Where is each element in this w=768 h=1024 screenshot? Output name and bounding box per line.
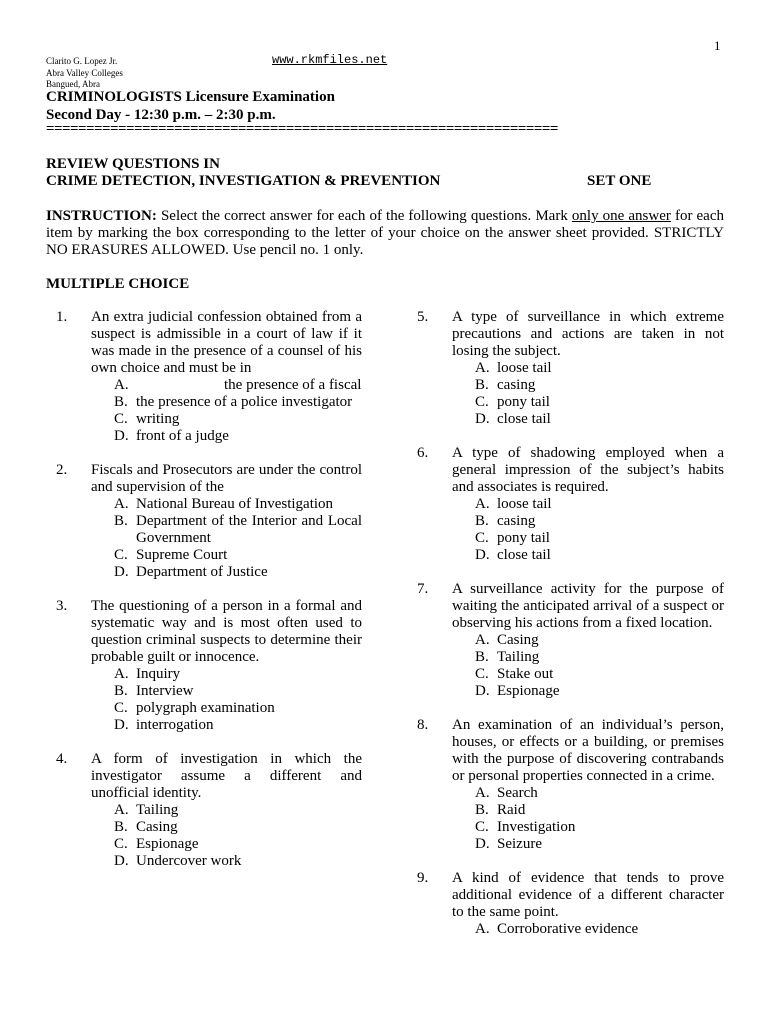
website-link[interactable]: www.rkmfiles.net xyxy=(272,53,388,67)
instruction-text-after: for each item by marking the box corresponding to the letter of your choice on the answer sheet provided. STRICTLY NO ERASURES ALLOWED. Use pencil no. 1 only. xyxy=(46,208,724,258)
author-name: Clarito G. Lopez Jr. xyxy=(46,56,118,66)
question-text: Fiscals and Prosecutors are under the control and supervision of the xyxy=(91,462,362,495)
question-text: An extra judicial confession obtained from a suspect is admissible in a court of law if it was made in the presence of a counsel of his own choice and must be in xyxy=(91,309,362,376)
answer-options xyxy=(475,360,724,428)
option-text: the presence of a fiscal xyxy=(224,377,362,393)
option-text: Raid xyxy=(497,802,526,818)
option-letter: A. xyxy=(114,802,129,818)
option-text: the presence of a police investigator xyxy=(136,394,353,410)
author-location: Bangued, Abra xyxy=(46,79,100,89)
question-text: A kind of evidence that tends to prove additional evidence of a different character to the same point. xyxy=(452,870,724,920)
question-item xyxy=(417,309,724,428)
question-item xyxy=(417,445,724,564)
option-text: Investigation xyxy=(497,819,576,835)
option-text: Casing xyxy=(497,632,539,648)
question-number: 5. xyxy=(417,309,429,325)
author-institution: Abra Valley Colleges xyxy=(46,68,123,78)
answer-option xyxy=(114,496,362,513)
question-text: A type of shadowing employed when a general impression of the subject’s habits and associates is required. xyxy=(452,445,724,495)
question-number: 8. xyxy=(417,717,429,733)
question-number: 2. xyxy=(56,462,68,478)
option-text: pony tail xyxy=(497,394,550,410)
set-label: SET ONE xyxy=(587,173,652,189)
answer-option xyxy=(475,377,724,394)
option-letter: D. xyxy=(114,428,129,444)
option-text: Seizure xyxy=(497,836,542,852)
option-text: close tail xyxy=(497,411,551,427)
page-number: 1 xyxy=(714,38,721,53)
option-letter: A. xyxy=(475,632,490,648)
question-number: 6. xyxy=(417,445,429,461)
option-letter: C. xyxy=(114,836,128,852)
question-number: 1. xyxy=(56,309,68,325)
option-text: Tailing xyxy=(497,649,540,665)
option-letter: A. xyxy=(475,785,490,801)
option-letter: D. xyxy=(114,564,129,580)
answer-option xyxy=(114,802,362,819)
option-letter: B. xyxy=(475,649,489,665)
answer-option xyxy=(475,547,724,564)
option-text: Stake out xyxy=(497,666,554,682)
option-letter: A. xyxy=(114,496,129,512)
answer-option xyxy=(475,530,724,547)
option-letter: B. xyxy=(475,377,489,393)
option-letter: C. xyxy=(114,547,128,563)
option-letter: D. xyxy=(475,411,490,427)
question-item xyxy=(417,717,724,853)
answer-option xyxy=(114,411,362,428)
option-letter: C. xyxy=(475,394,489,410)
answer-option xyxy=(475,360,724,377)
option-letter: D. xyxy=(114,717,129,733)
option-letter: A. xyxy=(475,921,490,937)
option-letter: C. xyxy=(475,819,489,835)
option-text: Espionage xyxy=(497,683,560,699)
option-letter: C. xyxy=(114,700,128,716)
option-text: casing xyxy=(497,513,536,529)
question-number: 7. xyxy=(417,581,429,597)
question-text: A type of surveillance in which extreme precautions and actions are taken in not losing the subject. xyxy=(452,309,724,359)
option-text: Department of Justice xyxy=(136,564,268,580)
answer-option xyxy=(114,717,362,734)
answer-option xyxy=(114,683,362,700)
option-text: loose tail xyxy=(497,360,552,376)
option-letter: B. xyxy=(114,819,128,835)
exam-title: CRIMINOLOGISTS Licensure Examination xyxy=(46,89,335,105)
questions-left-column xyxy=(56,309,362,887)
option-text: Supreme Court xyxy=(136,547,228,563)
option-letter: D. xyxy=(475,836,490,852)
answer-option xyxy=(475,649,724,666)
option-text: National Bureau of Investigation xyxy=(136,496,334,512)
question-number: 9. xyxy=(417,870,429,886)
option-text: close tail xyxy=(497,547,551,563)
answer-options xyxy=(475,632,724,700)
question-item xyxy=(56,751,362,870)
option-letter: D. xyxy=(475,683,490,699)
option-text: front of a judge xyxy=(136,428,229,444)
question-item xyxy=(56,462,362,581)
instruction-text-before: Select the correct answer for each of the following questions. Mark xyxy=(156,208,572,224)
option-text: Interview xyxy=(136,683,194,699)
option-letter: B. xyxy=(114,683,128,699)
option-text: Casing xyxy=(136,819,178,835)
questions-right-column xyxy=(417,309,724,955)
option-text: loose tail xyxy=(497,496,552,512)
answer-option xyxy=(475,802,724,819)
answer-option xyxy=(475,921,724,938)
answer-option xyxy=(114,700,362,717)
answer-options xyxy=(475,921,724,938)
answer-options xyxy=(475,785,724,853)
answer-option xyxy=(114,853,362,870)
question-text: The questioning of a person in a formal and systematic way and is most often used to question criminal suspects to determine their probable guilt or innocence. xyxy=(91,598,362,665)
option-text: Inquiry xyxy=(136,666,181,682)
option-text: Department of the Interior and Local Government xyxy=(136,513,362,546)
option-letter: C. xyxy=(114,411,128,427)
answer-options xyxy=(114,377,362,445)
answer-option xyxy=(475,513,724,530)
option-text: Search xyxy=(497,785,538,801)
option-text: pony tail xyxy=(497,530,550,546)
option-text: Corroborative evidence xyxy=(497,921,639,937)
divider-line: ================================================================ xyxy=(46,121,558,137)
instruction-paragraph xyxy=(46,208,724,259)
question-text: A form of investigation in which the investigator assume a different and unofficial identity. xyxy=(91,751,362,801)
answer-option xyxy=(475,666,724,683)
instruction-label: INSTRUCTION: xyxy=(46,208,157,224)
option-letter: B. xyxy=(114,394,128,410)
question-item xyxy=(56,309,362,445)
answer-option xyxy=(475,394,724,411)
option-text: interrogation xyxy=(136,717,214,733)
question-text: A surveillance activity for the purpose of waiting the anticipated arrival of a suspect or observing his actions from a fixed location. xyxy=(452,581,724,631)
answer-option xyxy=(114,428,362,445)
option-text: Undercover work xyxy=(136,853,242,869)
answer-option xyxy=(475,496,724,513)
option-letter: A. xyxy=(475,360,490,376)
question-text: An examination of an individual’s person, houses, or effects or a building, or premises with the purpose of discovering contrabands or personal properties connected in a crime. xyxy=(452,717,724,784)
answer-option xyxy=(475,632,724,649)
answer-option xyxy=(475,411,724,428)
answer-option xyxy=(114,394,362,411)
answer-option xyxy=(475,683,724,700)
exam-schedule: Second Day - 12:30 p.m. – 2:30 p.m. xyxy=(46,107,276,123)
answer-options xyxy=(475,496,724,564)
question-item xyxy=(56,598,362,734)
section-heading: MULTIPLE CHOICE xyxy=(46,276,190,292)
option-text: writing xyxy=(136,411,180,427)
option-letter: D. xyxy=(114,853,129,869)
answer-option xyxy=(475,836,724,853)
review-title-line-1: REVIEW QUESTIONS IN xyxy=(46,156,220,172)
answer-option xyxy=(114,377,362,394)
option-letter: B. xyxy=(114,513,128,529)
option-text: Tailing xyxy=(136,802,179,818)
answer-option xyxy=(475,785,724,802)
answer-options xyxy=(114,666,362,734)
question-item xyxy=(417,581,724,700)
question-number: 4. xyxy=(56,751,68,767)
answer-option xyxy=(475,819,724,836)
answer-option xyxy=(114,513,362,547)
option-letter: B. xyxy=(475,513,489,529)
option-letter: A. xyxy=(475,496,490,512)
option-letter: C. xyxy=(475,530,489,546)
answer-option xyxy=(114,564,362,581)
option-letter: B. xyxy=(475,802,489,818)
answer-option xyxy=(114,836,362,853)
option-letter: C. xyxy=(475,666,489,682)
answer-options xyxy=(114,496,362,581)
question-item xyxy=(417,870,724,938)
answer-option xyxy=(114,547,362,564)
option-letter: A. xyxy=(114,666,129,682)
option-text: casing xyxy=(497,377,536,393)
question-number: 3. xyxy=(56,598,68,614)
option-text: Espionage xyxy=(136,836,199,852)
option-letter: D. xyxy=(475,547,490,563)
answer-option xyxy=(114,666,362,683)
instruction-emphasis: only one answer xyxy=(571,208,671,224)
answer-options xyxy=(114,802,362,870)
answer-option xyxy=(114,819,362,836)
option-text: polygraph examination xyxy=(136,700,275,716)
review-title-line-2: CRIME DETECTION, INVESTIGATION & PREVENTION xyxy=(46,173,441,189)
option-letter: A. xyxy=(114,377,129,393)
